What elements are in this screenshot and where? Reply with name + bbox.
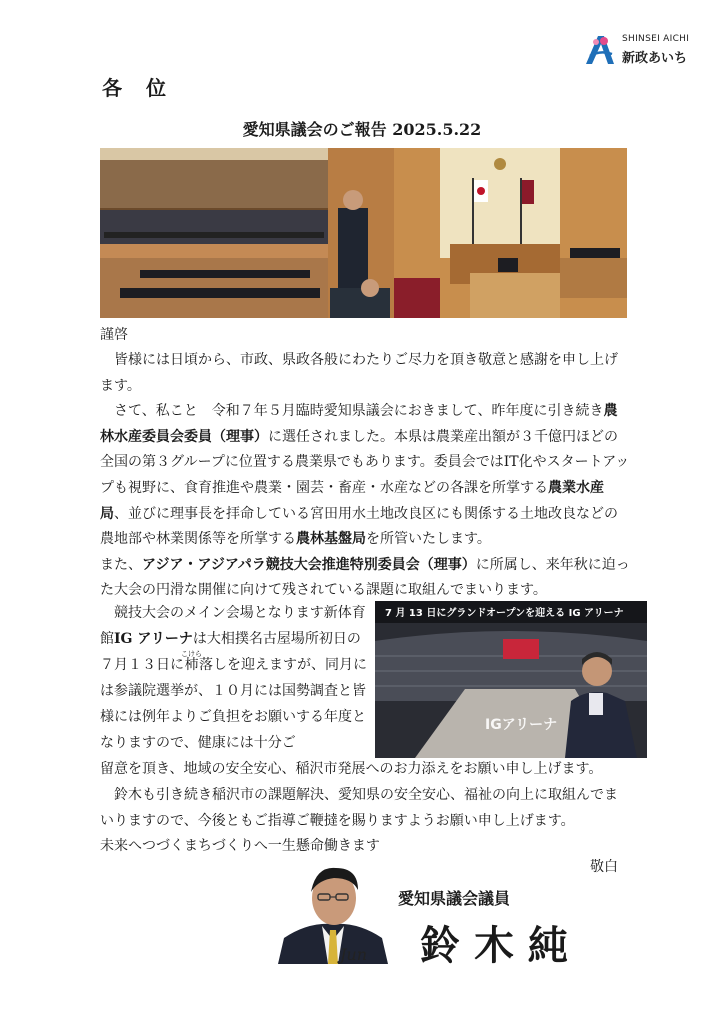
logo-text-jp: 新政あいち <box>622 51 688 66</box>
text-segment: に選任されました。本県は農業産出額が３千億円ほどの全国の第３グループに位置する農業県でもあります。委員会ではIT化やスタートアップも視野に、食育推進や農業・園芸・畜産・水産などの各課を所掌する <box>100 428 630 496</box>
letter-body-lower <box>100 757 630 860</box>
special-committee-name: アジア・アジアパラ競技大会推進特別委員会（理事） <box>142 556 476 573</box>
bureau-name-agri: 農業水産局 <box>100 479 604 522</box>
committee-name: 農林水産委員会委員（理事） <box>100 403 618 445</box>
signature-script: Jun <box>340 945 368 964</box>
text-segment: は大相撲名古屋場所初日の７月１３日に <box>100 631 361 673</box>
logo-text-en: SHINSEI AICHI <box>622 34 690 44</box>
closing-word: 敬白 <box>590 859 618 875</box>
text-segment: を所管いたします。 <box>366 531 491 548</box>
paragraph-slogan: 未来へつづくまちづくりへ一生懸命働きます <box>100 838 380 855</box>
text-segment: 競技大会のメイン会場となります新体育館 <box>100 605 366 647</box>
paragraph-greeting: 皆様には日頃から、市政、県政各般にわたりご尽力を頂き敬意と感謝を申し上げます。 <box>100 352 618 394</box>
ruby-kokera <box>181 650 202 673</box>
text-segment: 、並びに理事長を拝命している宮田用水土地改良区にも関係する土地改良などの農地部や林業関係等を所掌する <box>100 505 618 548</box>
signature-name: 鈴木純 <box>420 922 582 969</box>
salutation: 各位 <box>102 76 190 100</box>
letter-body-upper <box>100 348 630 604</box>
report-title: 愛知県議会のご報告 2025.5.22 <box>242 120 482 139</box>
logo-mark-icon <box>582 32 618 66</box>
opening-word: 謹啓 <box>100 327 128 343</box>
text-segment: に所属し、来年秋に迫った大会の円滑な開催に向けて残されている課題に取組んでまいります。 <box>100 556 630 599</box>
paragraph-committee <box>100 399 630 553</box>
text-segment: さて、私こと 令和７年５月臨時愛知県議会におきまして、昨年度に引き続き <box>114 403 604 420</box>
ig-arena-photo <box>375 601 647 758</box>
arena-caption: 7 月 13 日にグランドオープンを迎える IG アリーナ <box>385 608 624 619</box>
arena-name: IG アリーナ <box>114 631 193 647</box>
shinsei-aichi-logo <box>582 32 702 66</box>
text-segment: また、 <box>100 556 142 573</box>
ruby-base: 杮 <box>181 657 202 673</box>
ruby-reading: こけら <box>181 650 202 658</box>
text-segment: 落しを迎えますが、同月には参議院選挙が、１０月には国勢調査と皆様には例年よりご負担をお願いする年度となりますので、健康には十分ご <box>100 657 367 751</box>
paragraph-commitment: 鈴木も引き続き稲沢市の課題解決、愛知県の安全安心、福祉の向上に取組んでまいりますので、今後ともご指導ご鞭撻を賜りますようお願い申し上げます。 <box>100 786 618 829</box>
portrait-photo <box>278 860 388 964</box>
paragraph-asia-games <box>100 553 630 604</box>
assembly-photo <box>100 148 627 318</box>
signature-title: 愛知県議会議員 <box>398 889 511 908</box>
paragraph-arena <box>100 600 372 756</box>
arena-floor-text: IGアリーナ <box>485 717 558 733</box>
paragraph-arena-end: 留意を頂き、地域の安全安心、稲沢市発展へのお力添えをお願い申し上げます。 <box>100 761 603 777</box>
bureau-name-base: 農林基盤局 <box>296 531 366 548</box>
